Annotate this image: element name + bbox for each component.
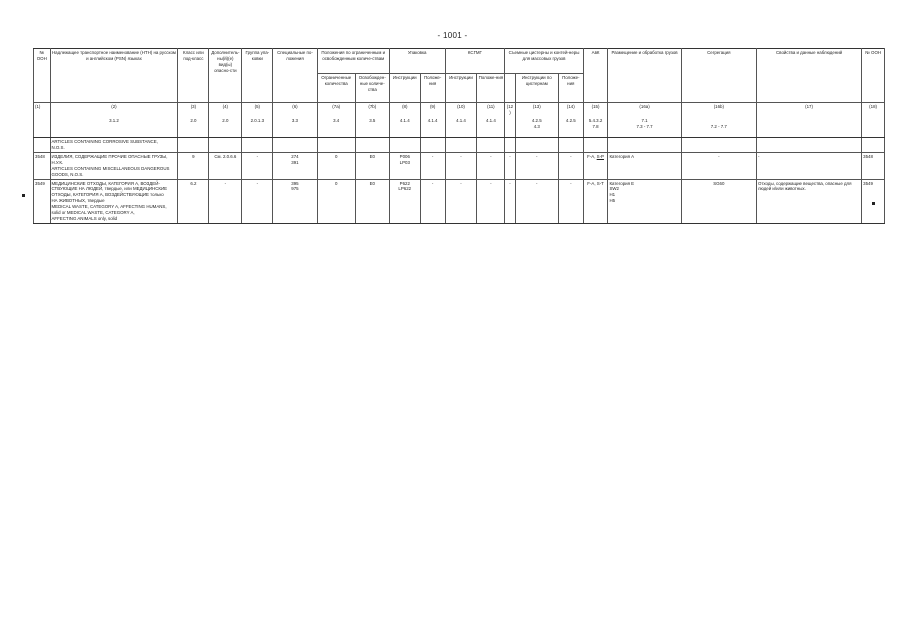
header-ibc-instructions: Инструкции (445, 74, 477, 103)
ibc-provisions: - (477, 179, 505, 224)
header-pkg-provisions: Положе-ния (420, 74, 445, 103)
column-number: (3) (178, 103, 209, 117)
tank-instructions: - (515, 152, 558, 179)
ibc-instructions: - (445, 179, 477, 224)
header-tank-spacer (505, 74, 515, 103)
header-properties: Свойства и данные наблюдений (756, 49, 861, 103)
ref-code: 5.4.3.2 7.8 (583, 117, 608, 138)
ref-code: 4.2.5 4.3 (515, 117, 558, 138)
header-stowage: Размещение и обработка грузов (608, 49, 681, 103)
header-tank-provisions: Положе-ния (558, 74, 583, 103)
properties: Отходы, содержащие вещества, опасные для людей и/или животных. (756, 179, 861, 224)
ref-code: 7.2 - 7.7 (681, 117, 756, 138)
column-12: - (505, 179, 515, 224)
ref-code: 4.1.4 (420, 117, 445, 138)
segregation: SG60 (681, 179, 756, 224)
column-number: (1) (34, 103, 51, 117)
packing-instructions: P006 LP03 (389, 152, 420, 179)
ems-code: F-A, S-T (583, 179, 608, 224)
dangerous-goods-list-table (33, 48, 885, 224)
un-number: 3549 (34, 179, 51, 224)
header-ibc: КСГМГ (445, 49, 505, 74)
stowage: Категория Е SW2 H1 H5 (608, 179, 681, 224)
ref-code: 4.1.4 (389, 117, 420, 138)
reference-code-row (34, 117, 885, 138)
column-number: (13) (515, 103, 558, 117)
ref-code: 3.4 (317, 117, 355, 138)
column-number: (4) (209, 103, 242, 117)
header-un-no: № ООН (34, 49, 51, 103)
column-number: (6) (273, 103, 317, 117)
header-portable-tanks: Съемные цистерны и контей-неры для массовых грузов (505, 49, 583, 74)
shipping-name: МЕДИЦИНСКИЕ ОТХОДЫ, КАТЕГОРИЯ А, ВОЗДЕЙ- СТВУЮЩИЕ НА ЛЮДЕЙ, твердые, или МЕДИЦИНСКИЕ ОТХОДЫ, КАТЕГОРИЯ А, ВОЗДЕЙСТВУЮЩИЕ только НА ЖИВОТНЫХ, твердые MEDICAL WASTE, CATEGORY A, AFFECTING HUMANS, solid or MEDICAL WASTE, CATEGORY A, AFFECTING ANIMALS only, solid (50, 179, 178, 224)
subsidiary-hazard: См. 2.0.6.6 (209, 152, 242, 179)
class: 9 (178, 152, 209, 179)
ems-code: F-A, S-P (583, 152, 608, 179)
header-pkg-instructions: Инструкции (389, 74, 420, 103)
table-row-3549 (34, 179, 885, 224)
column-number: (14) (558, 103, 583, 117)
column-number: (12) (506, 104, 514, 115)
ref-code: 3.5 (355, 117, 389, 138)
ibc-instructions: - (445, 152, 477, 179)
table-row-continuation (34, 137, 885, 152)
header-segregation: Сегрегация (681, 49, 756, 103)
header-shipping-name: Надлежащее транспортное наименование (НТН) на русском и английском (PSN) языках (50, 49, 178, 103)
column-12: - (505, 152, 515, 179)
packing-group: - (242, 179, 273, 224)
header-ibc-provisions: Положе-ния (477, 74, 505, 103)
class: 6.2 (178, 179, 209, 224)
column-number: (8) (389, 103, 420, 117)
un-number-right: 3549 (862, 179, 885, 224)
tank-provisions: - (558, 152, 583, 179)
column-number: (7a) (317, 103, 355, 117)
special-provisions: 395 975 (273, 179, 317, 224)
ref-code: 4.2.5 (558, 117, 583, 138)
header-ems: АвК (583, 49, 608, 103)
column-number: (11) (477, 103, 505, 117)
limited-quantity: 0 (317, 179, 355, 224)
header-limited-qty: Ограниченные количества (317, 74, 355, 103)
column-number: (7b) (355, 103, 389, 117)
ref-code: 4.1.4 (445, 117, 477, 138)
column-number: (10) (445, 103, 477, 117)
tank-instructions: - (515, 179, 558, 224)
column-number: (9) (420, 103, 445, 117)
header-tank-instructions: Инструкции по цистернам (515, 74, 558, 103)
header-limited-excepted: Положения по ограниченным и освобожденным количе-ствам (317, 49, 389, 74)
table-row-3548 (34, 152, 885, 179)
properties: - (756, 152, 861, 179)
header-packaging: Упаковка (389, 49, 445, 74)
special-provisions: 274 391 (273, 152, 317, 179)
packing-instructions: P622 LP622 (389, 179, 420, 224)
header-subsidiary-hazard: Дополнитель-ны(й)(е) вид(ы) опасно-сти (209, 49, 242, 103)
column-number: (15) (583, 103, 608, 117)
header-special-provisions: Специальные по-ложения (273, 49, 317, 103)
packing-provisions: - (420, 179, 445, 224)
ref-code: 2.0.1.3 (242, 117, 273, 138)
ref-code: 2.0 (178, 117, 209, 138)
column-number-row (34, 103, 885, 117)
packing-provisions: - (420, 152, 445, 179)
column-number: (5) (242, 103, 273, 117)
stowage: Категория А (608, 152, 681, 179)
page-number: - 1001 - (437, 31, 468, 40)
header-packing-group: Группа упа-ковки (242, 49, 273, 103)
tank-provisions: - (558, 179, 583, 224)
column-number: (17) (756, 103, 861, 117)
header-row-top (34, 49, 885, 74)
subsidiary-hazard: - (209, 179, 242, 224)
ref-code: 3.1.2 (50, 117, 178, 138)
column-number: (2) (50, 103, 178, 117)
header-excepted-qty: Освобожден-ные количе-ства (355, 74, 389, 103)
segregation: - (681, 152, 756, 179)
excepted-quantity: E0 (355, 152, 389, 179)
ref-code: 7.1 7.3 - 7.7 (608, 117, 681, 138)
column-number: (16a) (608, 103, 681, 117)
un-number-right: 3548 (862, 152, 885, 179)
un-number: 3548 (34, 152, 51, 179)
shipping-name: ИЗДЕЛИЯ, СОДЕРЖАЩИЕ ПРОЧИЕ ОПАСНЫЕ ГРУЗЫ, Н.У.К. ARTICLES CONTAINING MISCELLANEOUS DANGEROUS GOODS, N.O.S. (50, 152, 178, 179)
column-number: (18) (862, 103, 885, 117)
header-un-no-right: № ООН (862, 49, 885, 103)
packing-group: - (242, 152, 273, 179)
limited-quantity: 0 (317, 152, 355, 179)
continuation-name: ARTICLES CONTAINING CORROSIVE SUBSTANCE, N.O.S. (50, 137, 178, 152)
revision-marker-left (22, 194, 25, 197)
ref-code: 4.1.4 (477, 117, 505, 138)
header-class: Класс или под-класс (178, 49, 209, 103)
column-number: (16b) (681, 103, 756, 117)
ibc-provisions: - (477, 152, 505, 179)
ref-code: 2.0 (209, 117, 242, 138)
ref-code: 3.3 (273, 117, 317, 138)
excepted-quantity: E0 (355, 179, 389, 224)
